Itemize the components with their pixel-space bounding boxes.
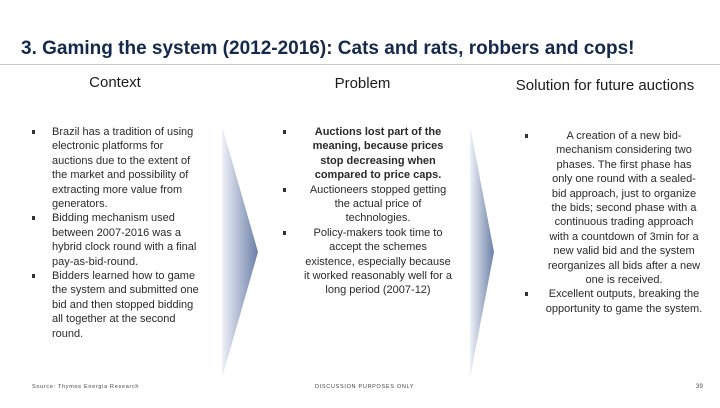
problem-bullet: Policy-makers took time to accept the schemes existence, especially because it worked reasonably well for a long period (2007-12) [283,226,453,298]
chevron-arrow-icon [470,126,494,378]
context-bullet-list [32,125,200,341]
chevron-arrow-icon [222,126,258,378]
problem-bullet: Auctions lost part of the meaning, because prices stop decreasing when compared to price caps. [283,125,453,183]
source-note: Source: Thymos Energia Research [32,384,140,390]
solution-bullet: Excellent outputs, breaking the opportunity to game the system. [525,287,703,316]
slide-title: 3. Gaming the system (2012-2016): Cats and rats, robbers and cops! [21,38,635,59]
solution-heading: Solution for future auctions [515,77,695,94]
solution-bullet-list [525,129,703,316]
context-heading: Context [89,74,141,91]
context-bullet: Brazil has a tradition of using electronic platforms for auctions due to the extent of the market and possibility of extracting more value from generators. [32,125,200,211]
problem-bullet: Auctioneers stopped getting the actual price of technologies. [283,183,453,226]
solution-bullet: A creation of a new bid-mechanism considering two phases. The first phase has only one round with a sealed-bid approach, just to organize the bids; second phase with a continuous trading approach with a countdown of 3min for a new valid bid and the system reorganizes all bids after a new one is received. [525,129,703,287]
problem-heading: Problem [334,75,391,92]
disclaimer-note: DISCUSSION PURPOSES ONLY [315,384,415,390]
problem-bullet-list [283,125,453,298]
page-number: 39 [695,384,703,390]
context-bullet: Bidders learned how to game the system and submitted one bid and then stopped bidding all together at the second round. [32,269,200,341]
context-bullet: Bidding mechanism used between 2007-2016 was a hybrid clock round with a final pay-as-bid-round. [32,211,200,269]
title-divider [0,64,720,65]
